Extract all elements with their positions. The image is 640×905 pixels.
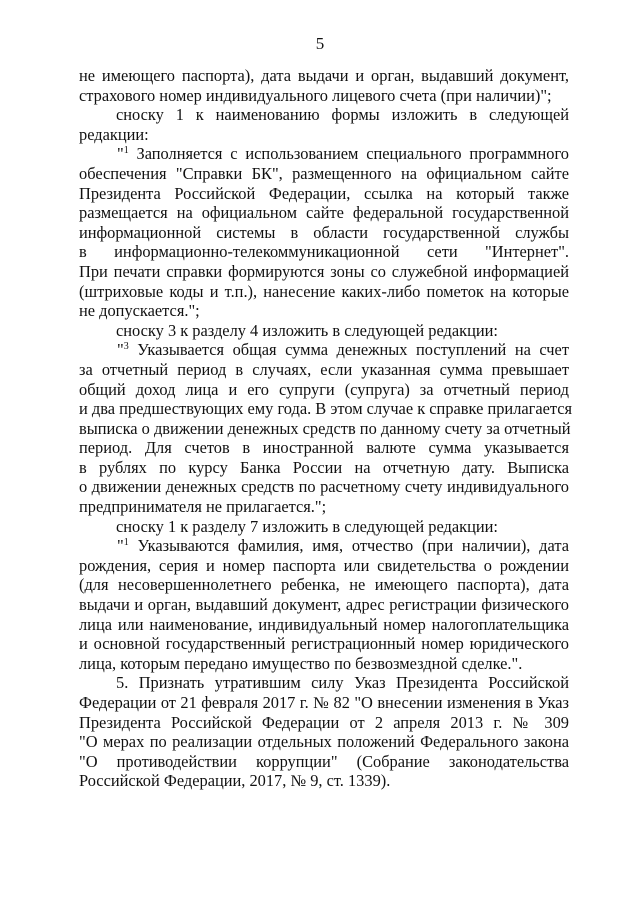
text-line: за отчетный период в случаях, если указанная сумма превышает — [79, 359, 569, 379]
text-line: в рублях по курсу Банка России на отчетную дату. Выписка — [79, 457, 569, 477]
text-line: При печати справки формируются зоны со служебной информацией — [79, 261, 569, 281]
text-line: обеспечения "Справки БК", размещенного на официальном сайте — [79, 163, 569, 183]
text-line: период. Для счетов в иностранной валюте сумма указывается — [79, 438, 569, 458]
text-line: выписка о движении денежных средств по данному счету за отчетный — [79, 418, 571, 438]
text-line — [79, 536, 569, 556]
text-line: сноску 1 к наименованию формы изложить в следующей — [116, 105, 569, 125]
text-line: общий доход лица и его супруги (супруга) за отчетный период — [79, 379, 569, 399]
text-line: (для несовершеннолетнего ребенка, не имеющего паспорта), дата — [79, 575, 569, 595]
text-line: в информационно-телекоммуникационной сети "Интернет". — [79, 242, 569, 262]
text-line: не допускается."; — [79, 301, 200, 321]
text-line — [79, 340, 569, 360]
text-line: сноску 3 к разделу 4 изложить в следующей редакции: — [116, 320, 498, 340]
text-line — [79, 144, 569, 164]
opening-quote: " — [117, 144, 124, 164]
text-line: о движении денежных средств по расчетному счету индивидуального — [79, 477, 569, 497]
text-line: Президента Российской Федерации от 2 апреля 2013 г. № 309 — [79, 712, 569, 732]
opening-quote: " — [117, 340, 124, 360]
text-line: Российской Федерации, 2017, № 9, ст. 1339). — [79, 771, 391, 791]
text-line: и два предшествующих ему года. В этом случае к справке прилагается — [79, 399, 573, 419]
footnote-marker: 1 — [123, 537, 129, 549]
text-line: редакции: — [79, 124, 149, 144]
text-line: 5. Признать утратившим силу Указ Президента Российской — [116, 673, 569, 693]
text-line: рождения, серия и номер паспорта или свидетельства о рождении — [79, 555, 569, 575]
text-line: страхового номер индивидуального лицевого счета (при наличии)"; — [79, 85, 552, 105]
text-line: выдачи и орган, выдавший документ, адрес регистрации физического — [79, 595, 569, 615]
footnote-marker: 1 — [123, 145, 129, 157]
text-line: лица, которым передано имущество по безвозмездной сделке.". — [79, 653, 523, 673]
text-line: Президента Российской Федерации, ссылка на который также — [79, 183, 569, 203]
opening-quote: " — [117, 536, 124, 556]
page-number: 5 — [315, 34, 325, 53]
document-body — [79, 66, 573, 791]
text-line: и основной государственный регистрационный номер юридического — [79, 634, 569, 654]
text-line: "О мерах по реализации отдельных положений Федерального закона — [79, 732, 569, 752]
text-line: "О противодействии коррупции" (Собрание законодательства — [79, 751, 569, 771]
text-line: (штриховые коды и т.п.), нанесение каких-либо пометок на которые — [79, 281, 569, 301]
text-line: предпринимателя не прилагается."; — [79, 497, 327, 517]
footnote-marker: 3 — [123, 341, 129, 353]
text-line: информационной системы в области государственной службы — [79, 222, 569, 242]
line-text: Указывается общая сумма денежных поступлений на счет — [128, 340, 569, 360]
text-line: размещается на официальном сайте федеральной государственной — [79, 203, 569, 223]
text-line: лица или наименование, индивидуальный номер налогоплательщика — [79, 614, 569, 634]
text-line: сноску 1 к разделу 7 изложить в следующей редакции: — [116, 516, 498, 536]
text-line: не имеющего паспорта), дата выдачи и орган, выдавший документ, — [79, 66, 569, 85]
line-text: Заполняется с использованием специального программного — [128, 144, 569, 164]
text-line: Федерации от 21 февраля 2017 г. № 82 "О внесении изменения в Указ — [79, 693, 569, 712]
line-text: Указываются фамилия, имя, отчество (при наличии), дата — [128, 536, 569, 556]
